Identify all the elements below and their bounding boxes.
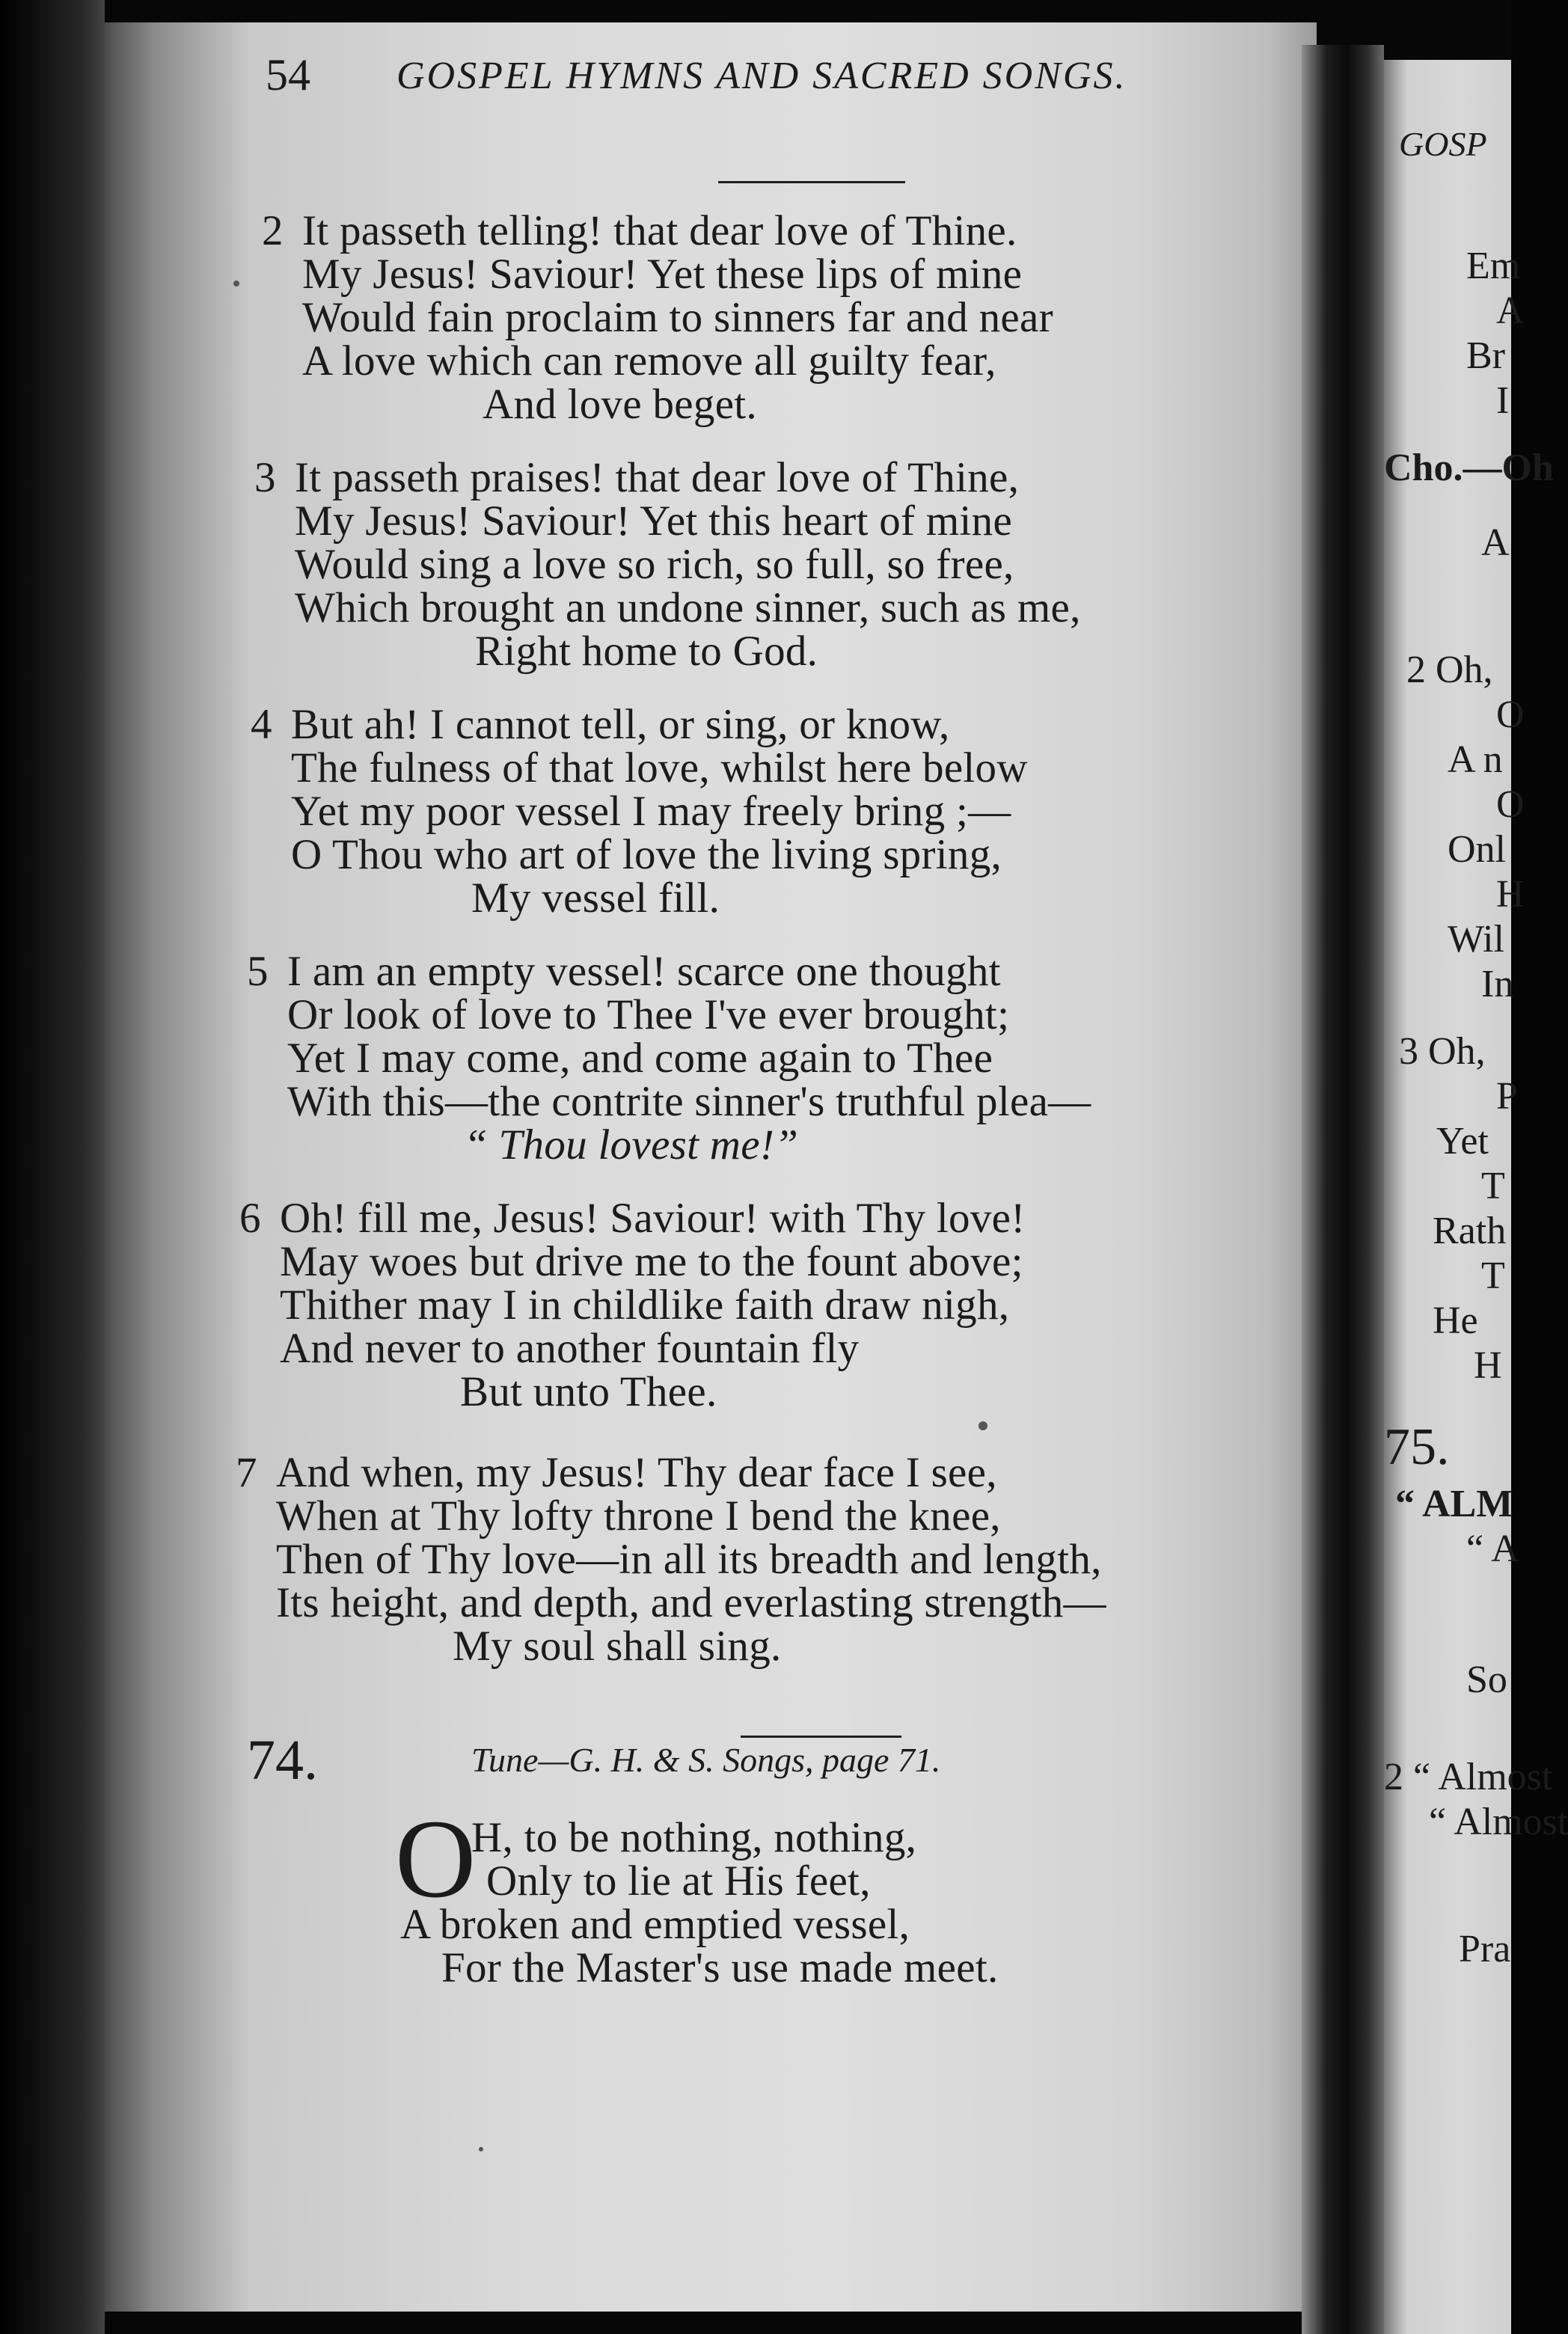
right-page-text: A n bbox=[1448, 738, 1503, 781]
hymn-line: For the Master's use made meet. bbox=[441, 1944, 999, 1991]
stanza-line: Would sing a love so rich, so full, so free, bbox=[295, 541, 1014, 588]
right-page-text: Pra bbox=[1459, 1928, 1511, 1970]
stanza-line: The fulness of that love, whilst here below bbox=[291, 744, 1028, 791]
stanza-line: Yet my poor vessel I may freely bring ;— bbox=[291, 788, 1011, 835]
right-page-text: Em bbox=[1466, 245, 1521, 287]
right-page-text: O bbox=[1496, 693, 1525, 736]
stanza-line: When at Thy lofty throne I bend the knee, bbox=[276, 1492, 1001, 1540]
right-page-text: 3 Oh, bbox=[1399, 1030, 1486, 1073]
right-page-text: 2 “ Almost bbox=[1384, 1756, 1553, 1798]
right-page-text: O bbox=[1496, 783, 1525, 826]
scan-speck bbox=[233, 281, 239, 287]
stanza-line: “ Thou lovest me!” bbox=[464, 1121, 799, 1168]
stanza-line: My Jesus! Saviour! Yet this heart of mine bbox=[295, 497, 1013, 545]
stanza-line: Yet I may come, and come again to Thee bbox=[287, 1035, 993, 1082]
stanza-line: But unto Thee. bbox=[460, 1368, 717, 1415]
stanza-line: Right home to God. bbox=[475, 628, 818, 675]
right-page-text: T bbox=[1481, 1255, 1505, 1297]
stanza-line: And never to another fountain fly bbox=[280, 1325, 860, 1372]
right-page-text: “ Almost bbox=[1429, 1801, 1568, 1843]
stanza-line: 4 But ah! I cannot tell, or sing, or know, bbox=[251, 701, 950, 748]
running-title: GOSPEL HYMNS AND SACRED SONGS. bbox=[396, 55, 1127, 97]
stanza-line: My vessel fill. bbox=[471, 875, 720, 922]
stanza-line: With this—the contrite sinner's truthful plea— bbox=[287, 1078, 1091, 1125]
stanza-line: My soul shall sing. bbox=[453, 1623, 782, 1670]
stanza-line: Or look of love to Thee I've ever brought; bbox=[287, 991, 1010, 1038]
header-rule bbox=[718, 181, 905, 183]
stanza-line: 2 It passeth telling! that dear love of Thine. bbox=[262, 207, 1017, 254]
right-page-text: Yet bbox=[1436, 1120, 1489, 1163]
right-page-text: “ A bbox=[1466, 1528, 1519, 1570]
stanza-line: Thither may I in childlike faith draw nigh, bbox=[280, 1281, 1010, 1329]
right-page-text: Onl bbox=[1448, 828, 1506, 871]
right-page-edge bbox=[1384, 60, 1568, 2334]
book-binding bbox=[0, 0, 105, 2334]
right-page-text: A bbox=[1496, 290, 1525, 332]
left-page bbox=[105, 22, 1317, 2312]
stanza-line: Then of Thy love—in all its breadth and length, bbox=[276, 1536, 1102, 1583]
stanza-line: My Jesus! Saviour! Yet these lips of mine bbox=[302, 251, 1023, 298]
page-gutter bbox=[1302, 45, 1384, 2334]
hymn-rule bbox=[741, 1736, 901, 1738]
scan-speck bbox=[979, 1421, 987, 1430]
right-page-text: GOSP bbox=[1399, 125, 1487, 163]
right-page-text: I bbox=[1496, 379, 1510, 422]
stanza-line: Its height, and depth, and everlasting strength— bbox=[276, 1579, 1106, 1626]
right-page-text: H bbox=[1474, 1344, 1502, 1387]
stanza-line: 3 It passeth praises! that dear love of Thine, bbox=[254, 454, 1020, 501]
right-page-text: T bbox=[1481, 1165, 1505, 1207]
stanza-line: May woes but drive me to the fount above; bbox=[280, 1238, 1023, 1285]
right-page-text: A bbox=[1481, 521, 1510, 564]
stanza-line: 5 I am an empty vessel! scarce one thought bbox=[247, 948, 1001, 995]
drop-cap: O bbox=[395, 1797, 477, 1921]
stanza-line: O Thou who art of love the living spring, bbox=[291, 831, 1002, 878]
right-page-text: He bbox=[1433, 1299, 1478, 1342]
right-page-text: In bbox=[1481, 963, 1514, 1005]
hymn-line: A broken and emptied vessel, bbox=[400, 1901, 910, 1948]
right-page-text: P bbox=[1496, 1075, 1518, 1118]
stanza-line: Would fain proclaim to sinners far and near bbox=[302, 294, 1053, 341]
tune-reference: Tune—G. H. & S. Songs, page 71. bbox=[471, 1741, 941, 1779]
stanza-line: And love beget. bbox=[483, 381, 757, 428]
right-page-text: H bbox=[1496, 873, 1525, 916]
stanza-line: Which brought an undone sinner, such as me, bbox=[295, 584, 1081, 631]
page-number: 54 bbox=[266, 50, 310, 99]
right-page-text: Cho.—Oh bbox=[1384, 447, 1554, 489]
right-page-text: So bbox=[1466, 1658, 1507, 1701]
right-page-text: Br bbox=[1466, 334, 1505, 377]
right-page-text: 75. bbox=[1384, 1418, 1450, 1476]
stanza-line: 6 Oh! fill me, Jesus! Saviour! with Thy love! bbox=[239, 1195, 1026, 1242]
stanza-line: 7 And when, my Jesus! Thy dear face I see, bbox=[236, 1449, 997, 1496]
right-page-text: 2 Oh, bbox=[1406, 649, 1493, 691]
right-page-text: Wil bbox=[1448, 918, 1504, 961]
stanza-line: A love which can remove all guilty fear, bbox=[302, 337, 996, 385]
right-page-text: “ ALM bbox=[1395, 1483, 1513, 1525]
hymn-line: Only to lie at His feet, bbox=[486, 1857, 871, 1905]
right-page-text: Rath bbox=[1433, 1210, 1507, 1252]
hymn-number: 74. bbox=[247, 1729, 318, 1792]
scan-speck bbox=[479, 2147, 483, 2151]
hymn-line: H, to be nothing, nothing, bbox=[471, 1814, 917, 1861]
